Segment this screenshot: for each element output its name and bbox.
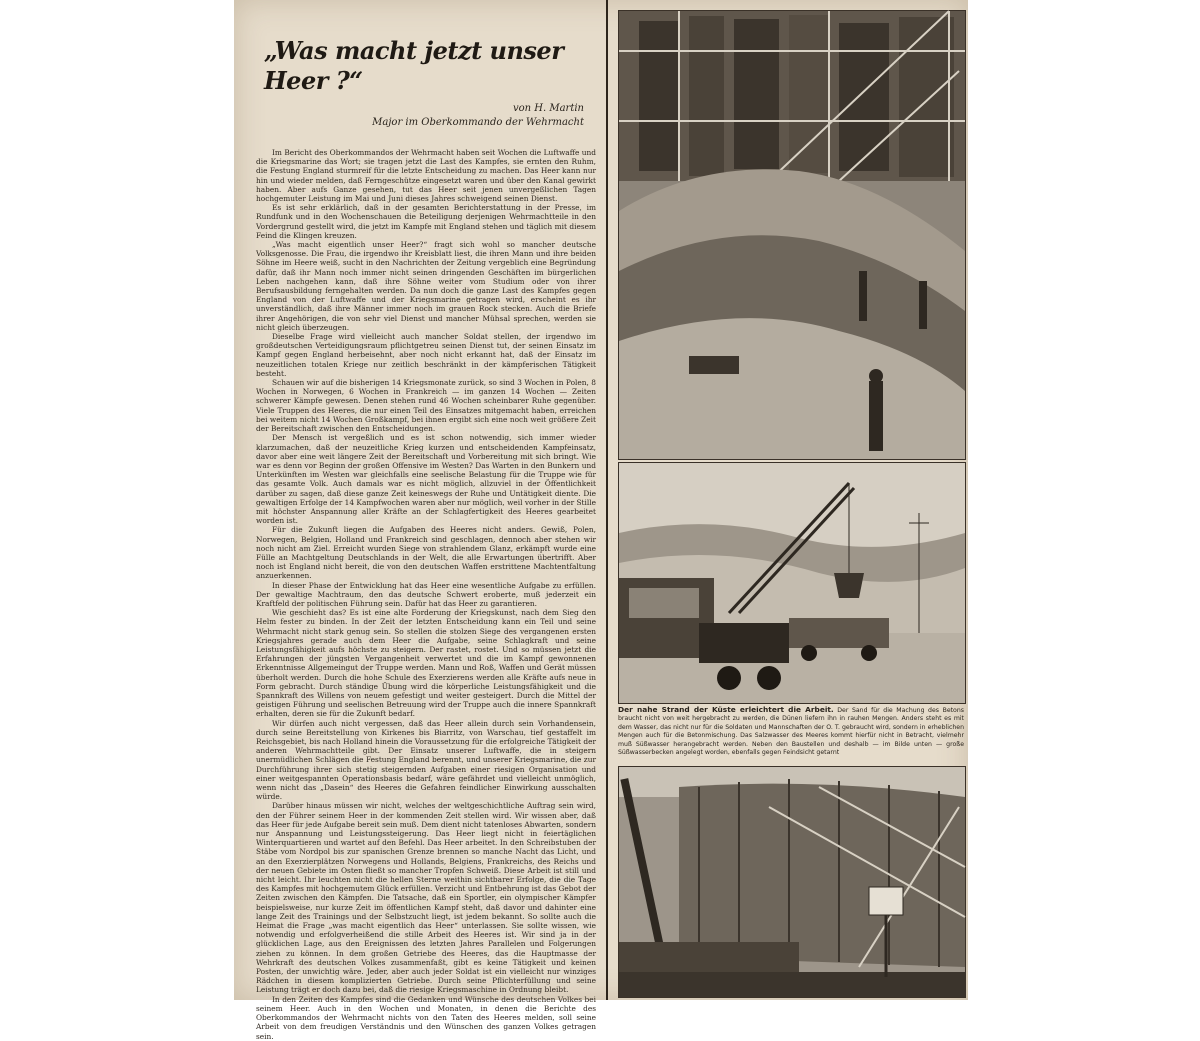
article-paragraph: Darüber hinaus müssen wir nicht, welches der weltgeschichtliche Auftrag sein wird, den der Führer seinem Heer in der kommenden Zeit stellen wird. Wir wissen aber, daß das Heer für jede Aufgabe bereit sein muß. Dem dient nicht tatenloses Abwarten, sondern nur Anspannung und Leistungssteigerung. Das Heer liegt nicht in feiertäglichen Winterquartieren und wartet auf den Befehl. Das Heer arbeitet. In den Schreibstuben der Stäbe vom Nordpol bis zur spanischen Grenze brennen so manche Nacht das Licht, und an den Exerzierplätzen Norwegens und Hollands, Belgiens, Frankreichs, des Reichs und der neuen Gebiete im Osten fließt so mancher Tropfen Schweiß. Diese Arbeit ist still und nicht leicht. Ihr leuchten nicht die hellen Sterne weithin sichtbarer Erfolge, die die Tage des Kampfes mit hochgemutem Glück erfüllen. Verzicht und Entbehrung ist das Gebot der Zeiten zwischen den Kämpfen. Die Tatsache, daß ein Sportler, ein olympischer Kämpfer beispielsweise, nur kurze Zeit im öffentlichen Kampf steht, daß davor und dahinter eine lange Zeit des Trainings und der Selbstzucht liegt, ist jedem bekannt. So sollte auch die Heimat die Frage „was macht eigentlich das Heer“ unterlassen. Sie sollte wissen, wie notwendig und erfolgverheißend die stille Arbeit des Heeres ist. Wir sind ja in der glücklichen Lage, aus den Ereignissen des letzten Jahres Parallelen und Folgerungen ziehen zu können. In dem großen Getriebe des Heeres, das die Hauptmasse der Wehrkraft des deutschen Volkes zusammenfaßt, gibt es keine Tätigkeit und keinen Posten, der unwichtig wäre. Jeder, aber auch jeder Soldat ist ein vielleicht nur winziges Rädchen in diesem komplizierten Getriebe. Durch seine Pflichterfüllung und seine Leistung trägt er doch dazu bei, daß die riesige Kriegsmaschine in Ordnung bleibt. [256,801,596,995]
article-paragraph: Der Mensch ist vergeßlich und es ist schon notwendig, sich immer wieder klarzumachen, daß der neuzeitliche Krieg kurzen und entscheidenden Kampfeinsatz, davor aber eine weit längere Zeit der Bereitschaft und Vorbereitung mit sich bringt. Wie war es denn vor Beginn der großen Offensive im Westen? Das Warten in den Bunkern und Unterkünften im Westen war gleichfalls eine seelische Belastung für die Truppe wie für das gesamte Volk. Auch damals war es nicht möglich, allzuviel in der Öffentlichkeit darüber zu sagen, daß diese ganze Zeit keineswegs der Ruhe und Untätigkeit diente. Die gewaltigen Erfolge der 14 Kampfwochen waren aber nur möglich, weil vorher in der Stille mit höchster Anspannung aller Kräfte an der Schlagfertigkeit des Heeres gearbeitet worden ist. [256,433,596,526]
article-paragraph: Wir dürfen auch nicht vergessen, daß das Heer allein durch sein Vorhandensein, durch seine Bereitstellung von Kirkenes bis Biarritz, von Warschau, tief gestaffelt im Reichsgebiet, bis nach Holland hinein die Voraussetzung für die erfolgreiche Tätigkeit der anderen Wehrmachtteile gibt. Der Einsatz unserer Luftwaffe, die in steigern unermüdlichen Schlägen die Festung England berennt, und unserer Kriegsmarine, die zur Durchführung ihrer sich stetig steigernden Aufgaben einer riesigen Organisation und einer weitgespannten Operationsbasis bedarf, wäre gefährdet und vielleicht unmöglich, wenn nicht das „Dasein“ des Heeres die Gefahren feindlicher Einwirkung ausschalten würde. [256,718,596,802]
author-rank: Major im Oberkommando der Wehrmacht [372,117,584,128]
article-paragraph: Dieselbe Frage wird vielleicht auch mancher Soldat stellen, der irgendwo im großdeutschen Verteidigungsraum pflichtgetreu seinen Dienst tut, der seinen Einsatz im Kampf gegen England herbeisehnt, aber noch nicht erkannt hat, daß der Einsatz im neuzeitlichen totalen Kriege nur zeitlich beschränkt in der kämpferischen Tätigkeit besteht. [256,332,596,378]
photo-dredger-dunes [618,462,966,704]
article-paragraph: Es ist sehr erklärlich, daß in der gesamten Berichterstattung in der Presse, im Rundfunk und in den Wochenschauen die Beteiligung derjenigen Wehrmachtteile in den Vordergrund gestellt wird, die jetzt im Kampfe mit England stehen und täglich mit diesem Feind die Klingen kreuzen. [256,203,596,240]
article-paragraph: Schauen wir auf die bisherigen 14 Kriegsmonate zurück, so sind 3 Wochen in Polen, 8 Wochen in Norwegen, 6 Wochen in Frankreich — im ganzen 14 Wochen — Zeiten schwerer Kämpfe gewesen. Denen stehen rund 46 Wochen scheinbarer Ruhe gegenüber. Viele Truppen des Heeres, die nur einen Teil des Einsatzes mitgemacht haben, erreichen bei weitem nicht 14 Wochen Großkampf, bei ihnen ergibt sich eine noch weit größere Zeit der Bereitschaft zwischen den Entscheidungen. [256,378,596,434]
caption-title: Der nahe Strand der Küste erleichtert die Arbeit. [618,705,834,714]
article-column [256,28,596,1041]
article-paragraph: Wie geschieht das? Es ist eine alte Forderung der Kriegskunst, nach dem Sieg den Helm fester zu binden. In der Zeit der letzten Entscheidung kann ein Teil und seine Wehrmacht nicht stark genug sein. So stellen die stolzen Siege des vergangenen ersten Kriegsjahres gerade auch dem Heer die Aufgabe, seine Schlagkraft und seine Leistungsfähigkeit aufs höchste zu steigern. Der rastet, rostet. Und so müssen jetzt die Erfahrungen der jüngsten Vergangenheit verwertet und die im Kampf gewonnenen Erkenntnisse Allgemeingut der Truppe werden. Mann und Roß, Waffen und Gerät müssen überholt werden. Durch die hohe Schule des Exerzierens werden alle Kräfte aufs neue in Form gebracht. Durch ständige Übung wird die körperliche Leistungsfähigkeit und die Spannkraft des Willens von neuem gefestigt und weiter gesteigert. Durch die Mittel der geistigen Führung und seelischen Betreuung wird der Truppe auch die innere Spannkraft erhalten, deren sie für die Zukunft bedarf. [256,608,596,719]
article-paragraph: Im Bericht des Oberkommandos der Wehrmacht haben seit Wochen die Luftwaffe und die Kriegsmarine das Wort; sie tragen jetzt die Last des Kampfes, sie ernten den Ruhm, die Festung England sturmreif für die letzte Entscheidung zu machen. Das Heer kann nur hin und wieder melden, daß Ferngeschütze eingesetzt waren und über den Kanal gewirkt haben. Aber aufs Ganze gesehen, tut das Heer seit jenen unvergeßlichen Tagen hochgemuter Leistung im Mai und Juni dieses Jahres schweigend seinen Dienst. [256,148,596,204]
article-paragraph: In dieser Phase der Entwicklung hat das Heer eine wesentliche Aufgabe zu erfüllen. Der gewaltige Machtraum, den das deutsche Schwert eroberte, muß jederzeit ein Kraftfeld der politischen Führung sein. Dafür hat das Heer zu garantieren. [256,580,596,608]
magazine-page [234,0,968,1041]
photo-water-basin [618,766,966,998]
column-divider [606,0,608,1000]
article-paragraph: „Was macht eigentlich unser Heer?“ fragt sich wohl so mancher deutsche Volksgenosse. Die Frau, die irgendwo ihr Kreisblatt liest, die ihren Mann und ihre beiden Söhne im Heere weiß, sucht in den Nachrichten der Zeitung vergeblich eine Begründung dafür, daß ihr Mann noch immer nicht seinen dringenden Geschäften im bürgerlichen Leben nachgehen kann, daß ihre Söhne weiter vom Studium oder von ihrer Berufsausbildung ferngehalten werden. Da nun doch die ganze Last des Kampfes gegen England von der Luftwaffe und der Kriegsmarine getragen wird, erscheint es ihr unverständlich, daß ihre Männer immer noch im grauen Rock stecken. Auch die Briefe ihrer Angehörigen, die von sehr viel Dienst und mancher Mühsal sprechen, werden sie nicht gleich überzeugen. [256,240,596,332]
article-byline: von H. Martin [512,103,584,114]
photo-construction-site [618,10,966,460]
article-paragraph: Für die Zukunft liegen die Aufgaben des Heeres nicht anders. Gewiß, Polen, Norwegen, Belgien, Holland und Frankreich sind geschlagen, dennoch aber stehen wir noch nicht am Ziel. Erreicht wurden Siege von strahlendem Glanz, erkämpft wurde eine Fülle an Machtgeltung Deutschlands in der Welt, die alle Erwartungen übertrifft. Aber noch ist England nicht bereit, die von den deutschen Waffen erstrittene Machtentfaltung anzuerkennen. [256,525,596,581]
caption-text: Der Sand für die Machung des Betons braucht nicht von weit hergebracht zu werden, die Dünen liefern ihn in rauhen Mengen. Anders steht es mit dem Wasser, das nicht nur für die Soldaten und Mannschaften der O. T. gebraucht wird, sondern in erheblichen Mengen auch für die Betonmischung. Das Salzwasser des Meeres kommt hierfür nicht in Betracht, vielmehr muß Süßwasser herangebracht werden. Neben den Baustellen und deshalb — im Bilde unten — große Süßwasserbecken angelegt worden, ebenfalls gegen Feindsicht getarnt [618,707,964,757]
article-headline: „Was macht jetzt unser Heer ?“ [264,36,564,95]
article-body [256,148,596,1041]
article-paragraph: In den Zeiten des Kampfes sind die Gedanken und Wünsche des deutschen Volkes bei seinem Heer. Auch in den Wochen und Monaten, in denen die Berichte des Oberkommandos der Wehrmacht nichts von den Taten des Heeres melden, soll seine Arbeit von dem freudigen Verständnis und den Wünschen des ganzen Volkes getragen sein. [256,994,596,1041]
photo-caption [618,706,964,764]
